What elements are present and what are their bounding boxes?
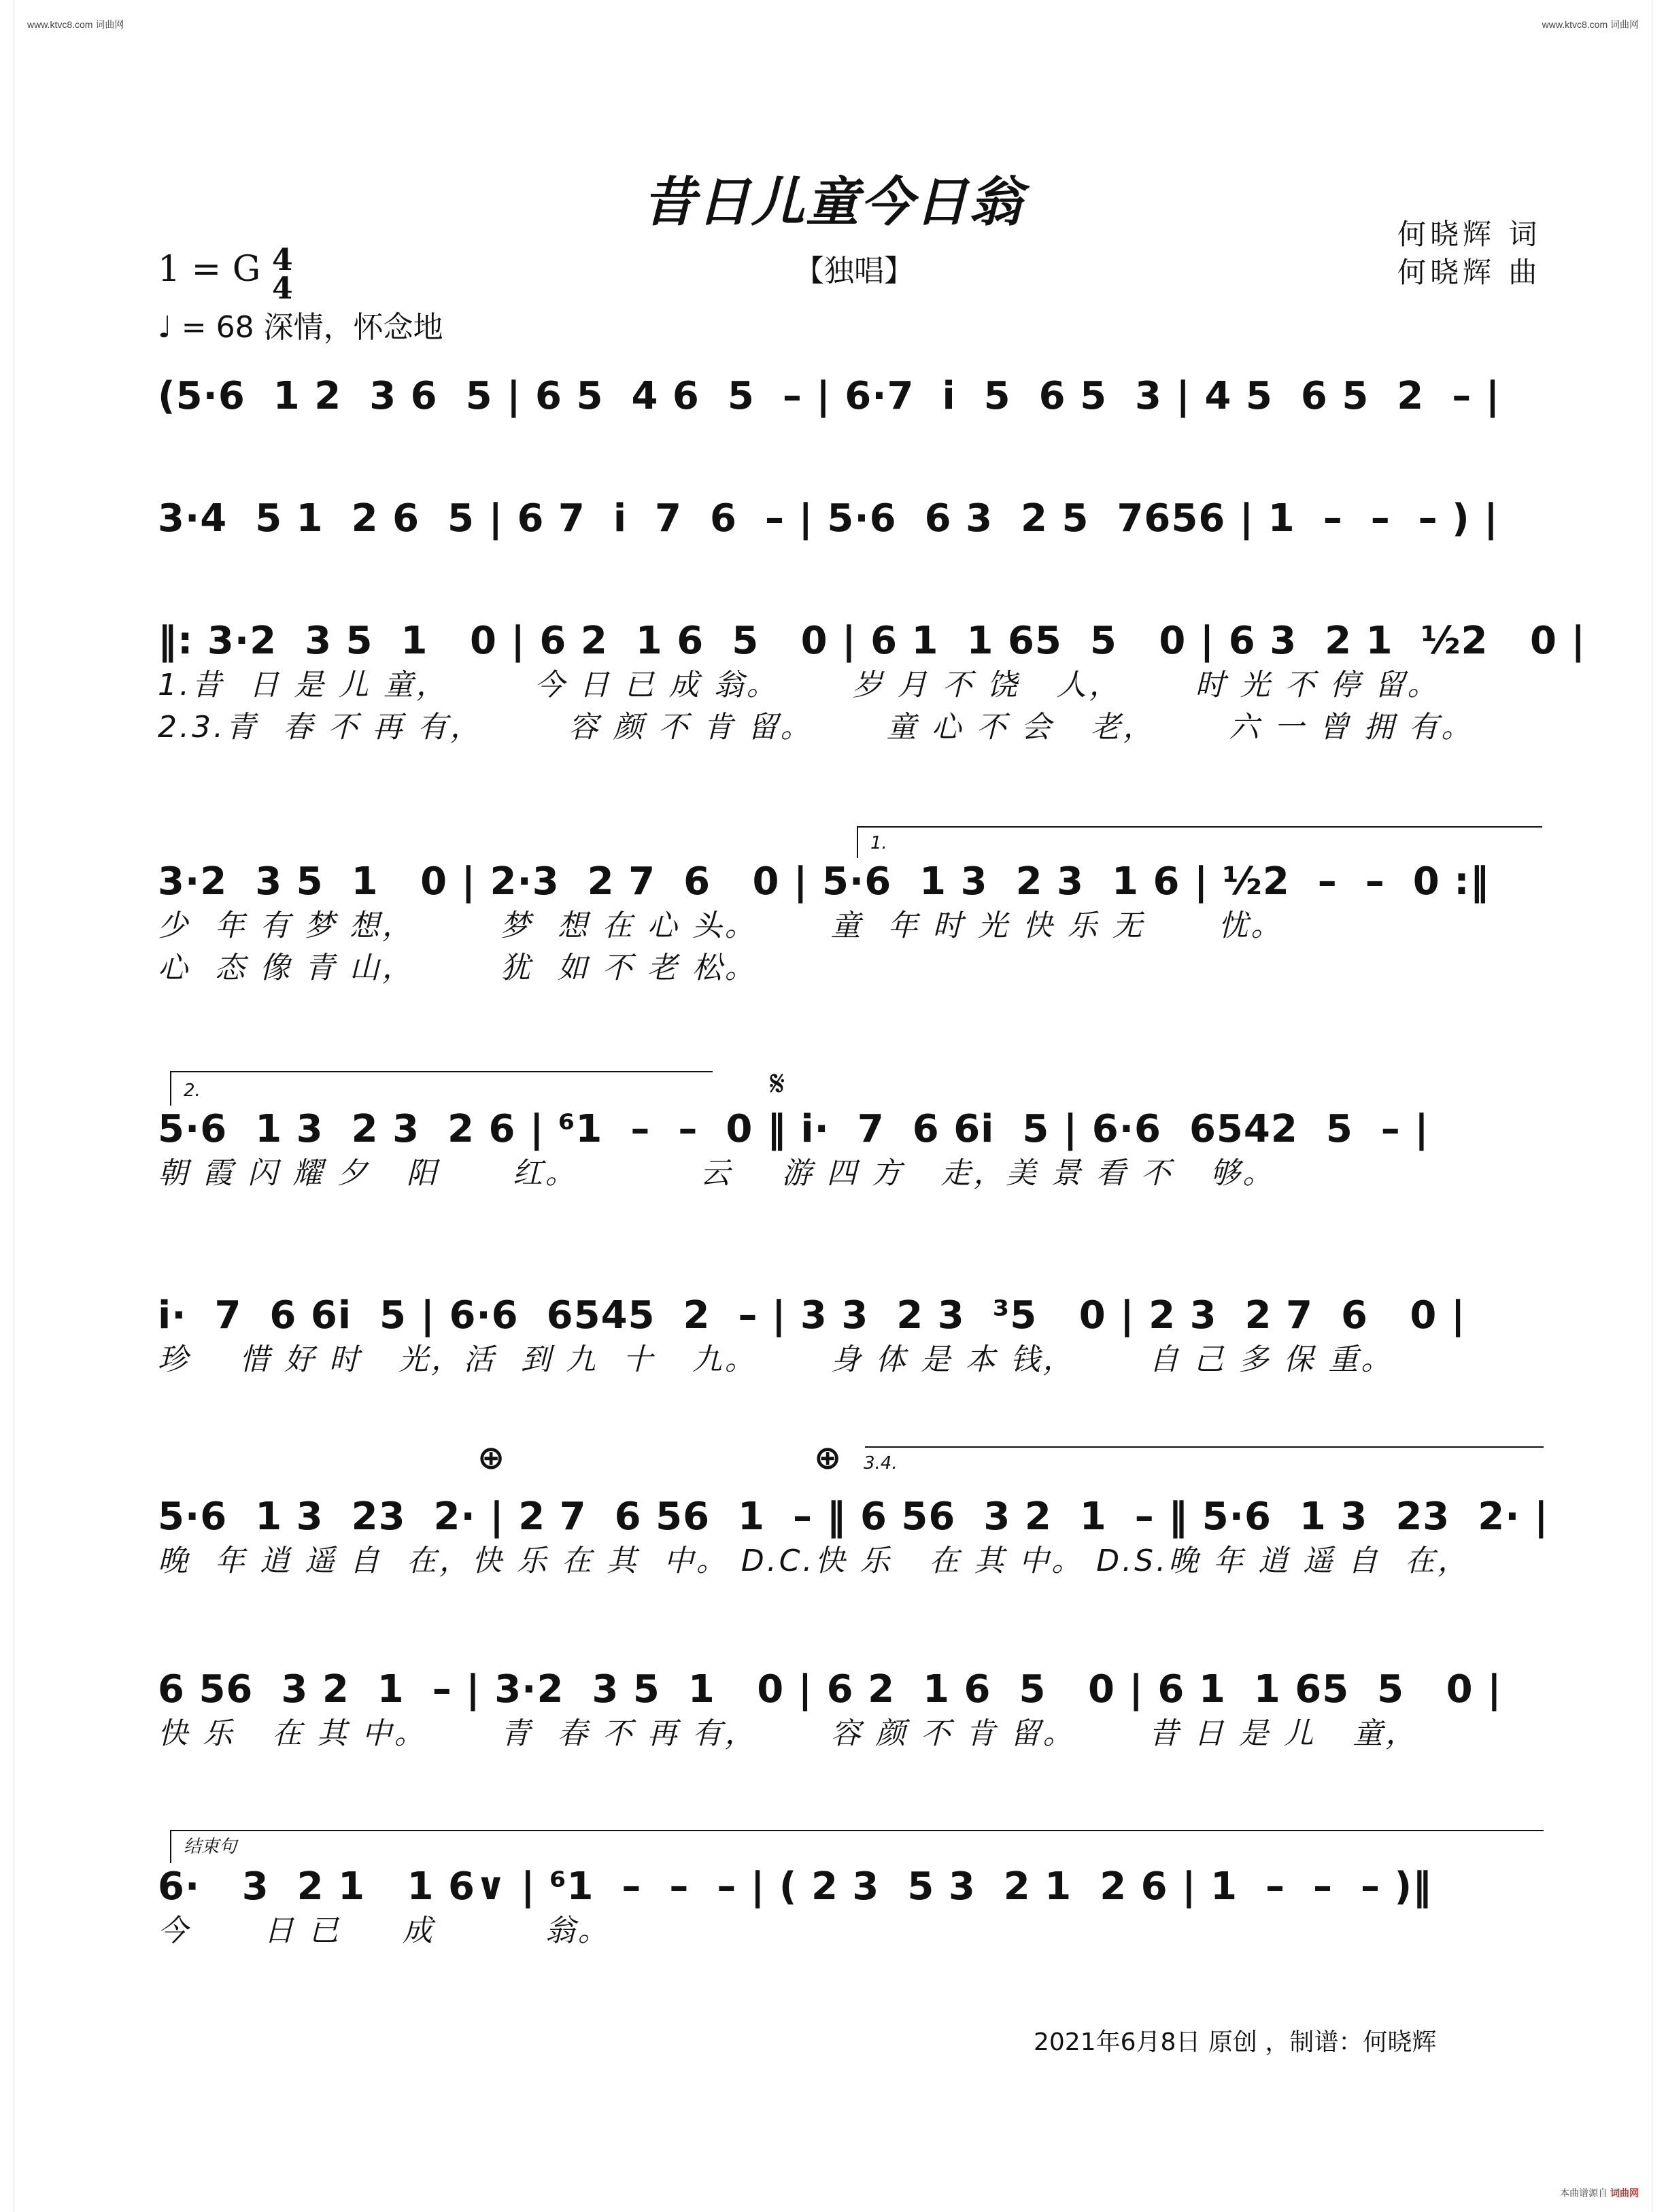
second-ending-bracket [170,1070,714,1107]
ending-phrase-label: 结束句 [184,1837,237,1857]
notation-line: 6· 3 2 1 1 6∨ | ⁶1 – – – | ( 2 3 5 3 2 1 2 6 | 1 – – – )‖ [158,1865,1433,1909]
segno-sign: 𝄋 [770,1064,785,1104]
quarter-note-icon: ♩ [158,310,172,345]
expression-text: 深情，怀念地 [263,310,443,345]
performance-type: 【独唱】 [794,254,914,288]
site-watermark-top-right: www.ktvc8.com 词曲网 [1542,19,1639,30]
score-system-4 [158,833,1545,989]
time-signature-top: 4 [272,243,293,277]
lyric-line: 珍 惜 好 时 光，活 到 九 十 九。 身 体 是 本 钱， 自 己 多 保 重。 [158,1342,1394,1377]
lyric-line: 快 乐 在 其 中。 青 春 不 再 有， 容 颜 不 肯 留。 昔 日 是 儿 童， [158,1716,1418,1751]
second-ending-label: 2. [184,1081,201,1101]
coda-sign-1: ⊕ [477,1439,505,1477]
coda-ending-bracket [838,1446,1545,1473]
source-site: 词曲网 [1610,2188,1639,2198]
score-system-2 [158,495,1545,543]
score-system-5 [158,1064,1545,1194]
first-ending-bracket [857,826,1544,860]
coda-ending-label: 3.4. [864,1453,898,1473]
site-watermark-bottom-right [1560,2186,1639,2200]
notation-line: 5·6 1 3 2 3 2 6 | ⁶1 – – 0 ‖ i· 7 6 6i 5 | 6·6 6542 5 – | [158,1107,1429,1151]
lyric-verse-1: 1.昔 日 是 儿 童， 今 日 已 成 翁。 岁 月 不 饶 人， 时 光 不 停 留。 [158,668,1440,702]
score-system-1 [158,373,1545,420]
right-margin-strip [1652,0,1666,2212]
notation-line: 3·2 3 5 1 0 | 2·3 2 7 6 0 | 5·6 1 3 2 3 1 6 | ½2 – – 0 :‖ [158,860,1490,904]
site-watermark-top-left: www.ktvc8.com 词曲网 [27,19,124,30]
key-signature: 1 = G [158,249,261,290]
lyric-verse-1: 少 年 有 梦 想， 梦 想 在 心 头。 童 年 时 光 快 乐 无 忧。 [158,908,1284,943]
coda-sign-2: ⊕ [814,1439,842,1477]
first-ending-label: 1. [870,833,887,853]
notation-line: ‖: 3·2 3 5 1 0 | 6 2 1 6 5 0 | 6 1 1 65 5 0 | 6 3 2 1 ½2 0 | [158,619,1586,663]
lyric-verse-2: 2.3.青 春 不 再 有， 容 颜 不 肯 留。 童 心 不 会 老， 六 一 曾 拥 有。 [158,710,1474,745]
lyric-line: 今 日 已 成 翁。 [158,1913,611,1948]
composer-credit: 何晓辉 曲 [1397,256,1542,289]
notation-line: (5·6 1 2 3 6 5 | 6 5 4 6 5 – | 6·7 i 5 6 5 3 | 4 5 6 5 2 – | [158,374,1501,418]
notation-line: 6 56 3 2 1 – | 3·2 3 5 1 0 | 6 2 1 6 5 0 | 6 1 1 65 5 0 | [158,1667,1502,1712]
source-prefix: 本曲谱源自 [1560,2188,1608,2198]
time-signature [272,243,293,306]
score-system-9 [158,1837,1545,1952]
song-title: 昔日儿童今日翁 [642,172,1023,233]
score-system-7 [158,1439,1549,1582]
tempo-marking [158,303,443,346]
lyricist-credit: 何晓辉 词 [1397,218,1542,251]
lyric-verse-2: 心 态 像 青 山， 犹 如 不 老 松。 [158,951,758,985]
notation-line: 3·4 5 1 2 6 5 | 6 7 i 7 6 – | 5·6 6 3 2 5 7656 | 1 – – – ) | [158,496,1499,541]
lyric-line: 晚 年 逍 遥 自 在，快 乐 在 其 中。 D.C.快 乐 在 其 中。 D.S.晚 年 逍 遥 自 在， [158,1544,1471,1578]
tempo-value: = 68 [181,310,254,345]
score-system-3 [158,617,1586,748]
footer-credit: 2021年6月8日 原创 ，制谱：何晓辉 [1034,2028,1437,2056]
ending-phrase-bracket [170,1829,1545,1865]
notation-line: i· 7 6 6i 5 | 6·6 6545 2 – | 3 3 2 3 ³5 0 | 2 3 2 7 6 0 | [158,1293,1466,1338]
score-system-6 [158,1292,1545,1380]
left-margin-strip [0,0,14,2212]
lyric-line: 朝 霞 闪 耀 夕 阳 红。 云 游 四 方 走，美 景 看 不 够。 [158,1156,1276,1191]
notation-line: 5·6 1 3 23 2· | 2 7 6 56 1 – ‖ 6 56 3 2 1 – ‖ 5·6 1 3 23 2· | [158,1495,1549,1539]
score-system-8 [158,1666,1545,1754]
time-signature-bottom: 4 [272,271,293,306]
